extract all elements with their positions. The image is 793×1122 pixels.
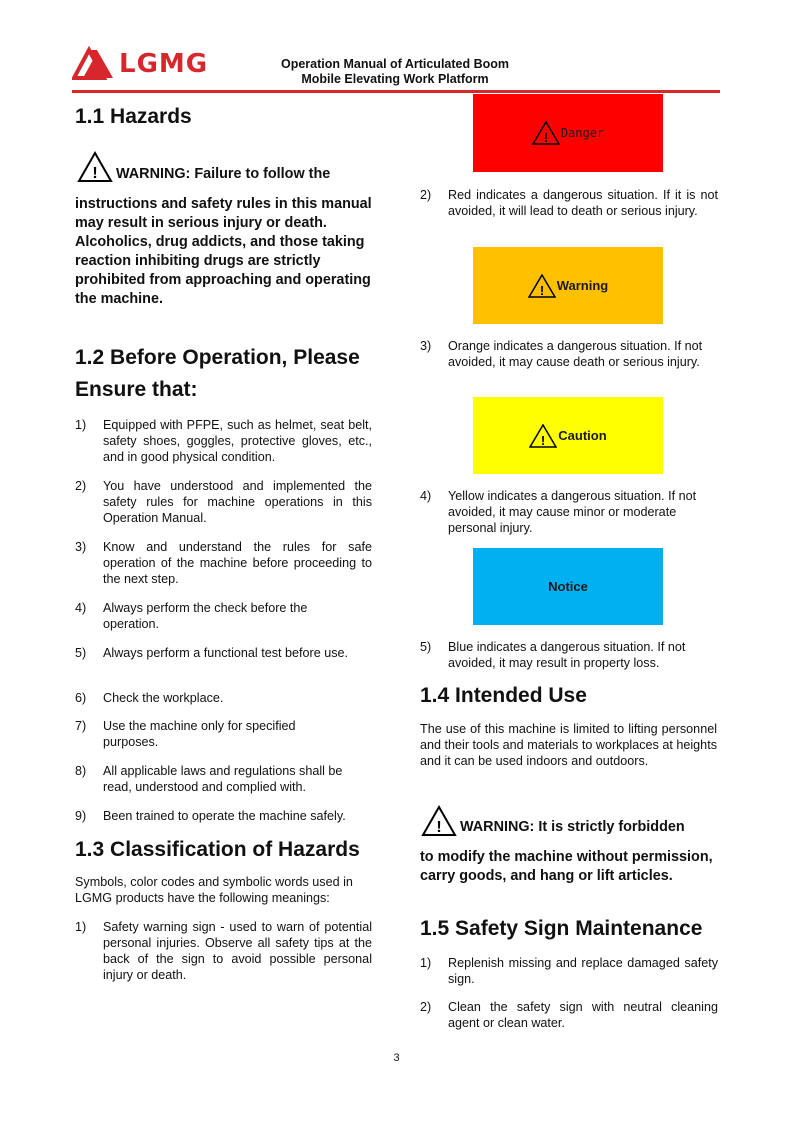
- list-text: Equipped with PFPE, such as helmet, seat belt, safety shoes, goggles, protective gloves, etc., and in good physical condition.: [103, 418, 372, 464]
- list-number: 8): [75, 764, 87, 778]
- list-text: Orange indicates a dangerous situation. If not avoided, it may cause death or serious injury.: [448, 339, 703, 369]
- warning1-body: instructions and safety rules in this manual may result in serious injury or death. Alcoholics, drug addicts, and those taking reaction inhibiting drugs are strictly prohibited from approaching and operating the machine.: [75, 196, 372, 307]
- list-number: 3): [75, 540, 87, 554]
- section-1-5-title: 1.5 Safety Sign Maintenance: [420, 917, 703, 940]
- list-number: 7): [75, 719, 87, 733]
- list-text: Yellow indicates a dangerous situation. If not avoided, it may cause minor or moderate personal injury.: [448, 489, 697, 535]
- warning2-lead: WARNING: It is strictly forbidden: [460, 819, 685, 835]
- notice-sign: [473, 548, 663, 625]
- section-1-3-title: 1.3 Classification of Hazards: [75, 838, 360, 861]
- warning-triangle-icon: [529, 424, 557, 448]
- list-number: 2): [75, 479, 87, 493]
- warning1-lead: WARNING: Failure to follow the: [116, 166, 331, 182]
- list-number: 1): [75, 920, 87, 934]
- warning-triangle-icon: [421, 805, 457, 842]
- list-number: 2): [420, 188, 432, 202]
- sign-label: Danger: [560, 126, 605, 140]
- sign-label: Caution: [558, 428, 607, 443]
- list-number: 5): [420, 640, 432, 654]
- section-1-2-title-line1: 1.2 Before Operation, Please: [75, 346, 360, 369]
- danger-sign: [473, 94, 663, 172]
- list-text: Check the workplace.: [103, 691, 224, 705]
- list-number: 4): [75, 601, 87, 615]
- list-text: You have understood and implemented the safety rules for machine operations in this Operation Manual.: [103, 479, 372, 525]
- list-text: Always perform a functional test before use.: [103, 646, 349, 660]
- warning2-body: to modify the machine without permission, carry goods, and hang or lift articles.: [420, 849, 713, 884]
- svg-text:!: !: [92, 165, 98, 182]
- section-1-3-intro: Symbols, color codes and symbolic words used in LGMG products have the following meanings:: [75, 875, 353, 905]
- header-title-line1: Operation Manual of Articulated Boom: [280, 57, 510, 71]
- list-text: Blue indicates a dangerous situation. If not avoided, it may result in property loss.: [448, 640, 686, 670]
- list-number: 2): [420, 1000, 432, 1014]
- sign-label: Notice: [548, 579, 588, 594]
- list-text: All applicable laws and regulations shall be read, understood and complied with.: [103, 764, 343, 794]
- warning-triangle-icon: [528, 274, 556, 298]
- header-title-line2: Mobile Elevating Work Platform: [301, 72, 489, 86]
- list-text: Red indicates a dangerous situation. If it is not avoided, it will lead to death or serious injury.: [448, 188, 718, 218]
- section-1-4-title: 1.4 Intended Use: [420, 684, 587, 707]
- section-1-2-title-line2: Ensure that:: [75, 378, 198, 401]
- svg-text:!: !: [541, 432, 546, 448]
- header-title: [250, 57, 540, 87]
- list-number: 3): [420, 339, 432, 353]
- list-number: 9): [75, 809, 87, 823]
- list-number: 4): [420, 489, 432, 503]
- svg-text:!: !: [436, 819, 442, 836]
- section-1-4-body: The use of this machine is limited to lifting personnel and their tools and materials to workplaces at heights and it can be used indoors and outdoors.: [420, 722, 717, 768]
- sign-label: Warning: [556, 278, 609, 293]
- list-number: 1): [75, 418, 87, 432]
- lgmg-logo: [72, 46, 217, 82]
- logo-text: LGMG: [119, 49, 209, 79]
- warning-triangle-icon: [77, 151, 113, 188]
- list-number: 1): [420, 956, 432, 970]
- svg-text:!: !: [539, 282, 544, 298]
- caution-sign: [473, 397, 663, 474]
- warning-triangle-icon: [532, 121, 560, 145]
- list-text: Clean the safety sign with neutral cleaning agent or clean water.: [448, 1000, 718, 1030]
- header-rule: [72, 90, 720, 93]
- list-text: Replenish missing and replace damaged safety sign.: [448, 956, 718, 986]
- page-number: 3: [393, 1052, 400, 1064]
- list-text: Safety warning sign - used to warn of potential personal injuries. Observe all safety tips at the back of the sign to avoid possible personal injury or death.: [103, 920, 372, 982]
- list-number: 5): [75, 646, 87, 660]
- svg-text:!: !: [543, 130, 548, 145]
- list-text: Always perform the check before the operation.: [103, 601, 308, 631]
- list-text: Been trained to operate the machine safely.: [103, 809, 346, 823]
- list-number: 6): [75, 691, 87, 705]
- list-text: Use the machine only for specified purposes.: [103, 719, 296, 749]
- warning-sign: [473, 247, 663, 324]
- list-text: Know and understand the rules for safe operation of the machine before proceeding to the next step.: [103, 540, 372, 586]
- section-1-1-title: 1.1 Hazards: [75, 105, 192, 128]
